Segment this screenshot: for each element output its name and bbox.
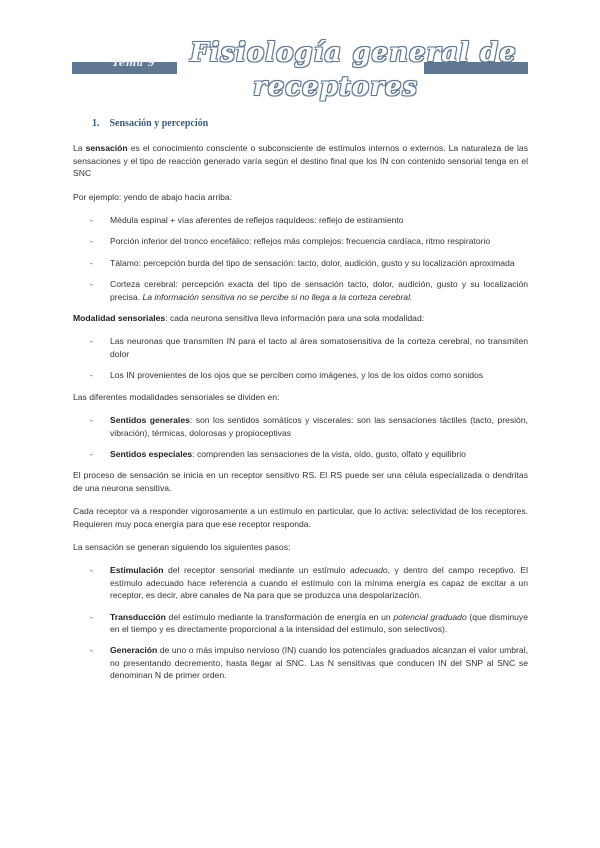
paragraph-modalidad: Modalidad sensoriales: cada neurona sensitiva lleva información para una sola modalidad: xyxy=(73,313,425,324)
list-item: - Médula espinal + vías aferentes de reflejos raquídeos: reflejo de estiramiento xyxy=(90,215,404,226)
paragraph-receptor: Cada receptor va a responder vigorosamente a un estímulo en particular, que lo activa: selectividad de los receptores. Requieren muy poca energía para que ese receptor responda. xyxy=(73,506,528,529)
page-header xyxy=(0,0,600,110)
list-levels xyxy=(73,214,528,303)
list-item: - Sentidos generales: son los sentidos somáticos y viscerales: son las sensaciones táctiles (tacto, presión, vibración), térmicas, dolorosas y propioceptivas xyxy=(90,415,528,438)
page-title-line2: receptores xyxy=(253,72,419,102)
list-item: - Las neuronas que transmiten IN para el tacto al área somatosensitiva de la corteza cerebral, no transmiten dolor xyxy=(90,336,528,359)
list-modalidad xyxy=(73,335,528,381)
list-item: - Sentidos especiales: comprenden las sensaciones de la vista, oído, gusto, olfato y equilibrio xyxy=(90,448,466,459)
list-sentidos xyxy=(73,414,528,460)
topic-label: Tema 9 xyxy=(112,58,156,69)
list-item: - Los IN provenientes de los ojos que se perciben como imágenes, y los de los oídos como sonidos xyxy=(90,370,484,381)
list-item: - Corteza cerebral: percepción exacta del tipo de sensación tacto, dolor, audición, gusto y su localización precisa. La información sensitiva no se percibe si no llega a la corteza cerebral. xyxy=(90,279,528,302)
section-heading: 1. Sensación y percepción xyxy=(92,118,209,129)
paragraph-proceso: El proceso de sensación se inicia en un receptor sensitivo RS. El RS puede ser una célula especializada o dendritas de una neurona sensitiva. xyxy=(73,470,528,493)
list-item: - Estimulación del receptor sensorial mediante un estímulo adecuado, y dentro del campo receptivo. El estímulo adecuado hace referencia a cuando el estímulo con la mínima energía es capaz de excitar a un receptor, es decir, abre canales de Na para que se produzca una despolarización. xyxy=(90,565,528,601)
paragraph-pasos: La sensación se generan siguiendo los siguientes pasos: xyxy=(73,541,291,552)
list-item: - Transducción del estímulo mediante la transformación de energía en un potencial graduado (que disminuye en el tiempo y es directamente proporcional a la intensidad del estímulo, son selectivos). xyxy=(90,611,529,634)
list-item: - Generación de uno o más impulso nervioso (IN) cuando los potenciales graduados alcanzan el valor umbral, no presentando decremento, hasta llegar al SNC. Las N sensitivas que conducen IN del SNP al SNC se denominan N de primer orden. xyxy=(90,645,528,681)
document-body xyxy=(73,118,528,691)
list-pasos xyxy=(73,564,528,681)
paragraph-sensacion: La sensación es el conocimiento consciente o subconsciente de estímulos internos o externos. La naturaleza de las sensaciones y el tipo de reacción generado varía según el destino final que los IN con contenido sensorial tenga en el SNC xyxy=(73,143,528,179)
list-item: - Tálamo: percepción burda del tipo de sensación: tacto, dolor, audición, gusto y su localización aproximada xyxy=(90,257,515,268)
paragraph-example: Por ejemplo: yendo de abajo hacia arriba: xyxy=(73,191,233,202)
paragraph-divisiones: Las diferentes modalidades sensoriales se dividen en: xyxy=(73,391,280,402)
page-title-line1: Fisiología general de xyxy=(190,38,517,68)
list-item: - Porción inferior del tronco encefálico: reflejos más complejos: frecuencia cardíaca, ritmo respiratorio xyxy=(90,236,491,247)
